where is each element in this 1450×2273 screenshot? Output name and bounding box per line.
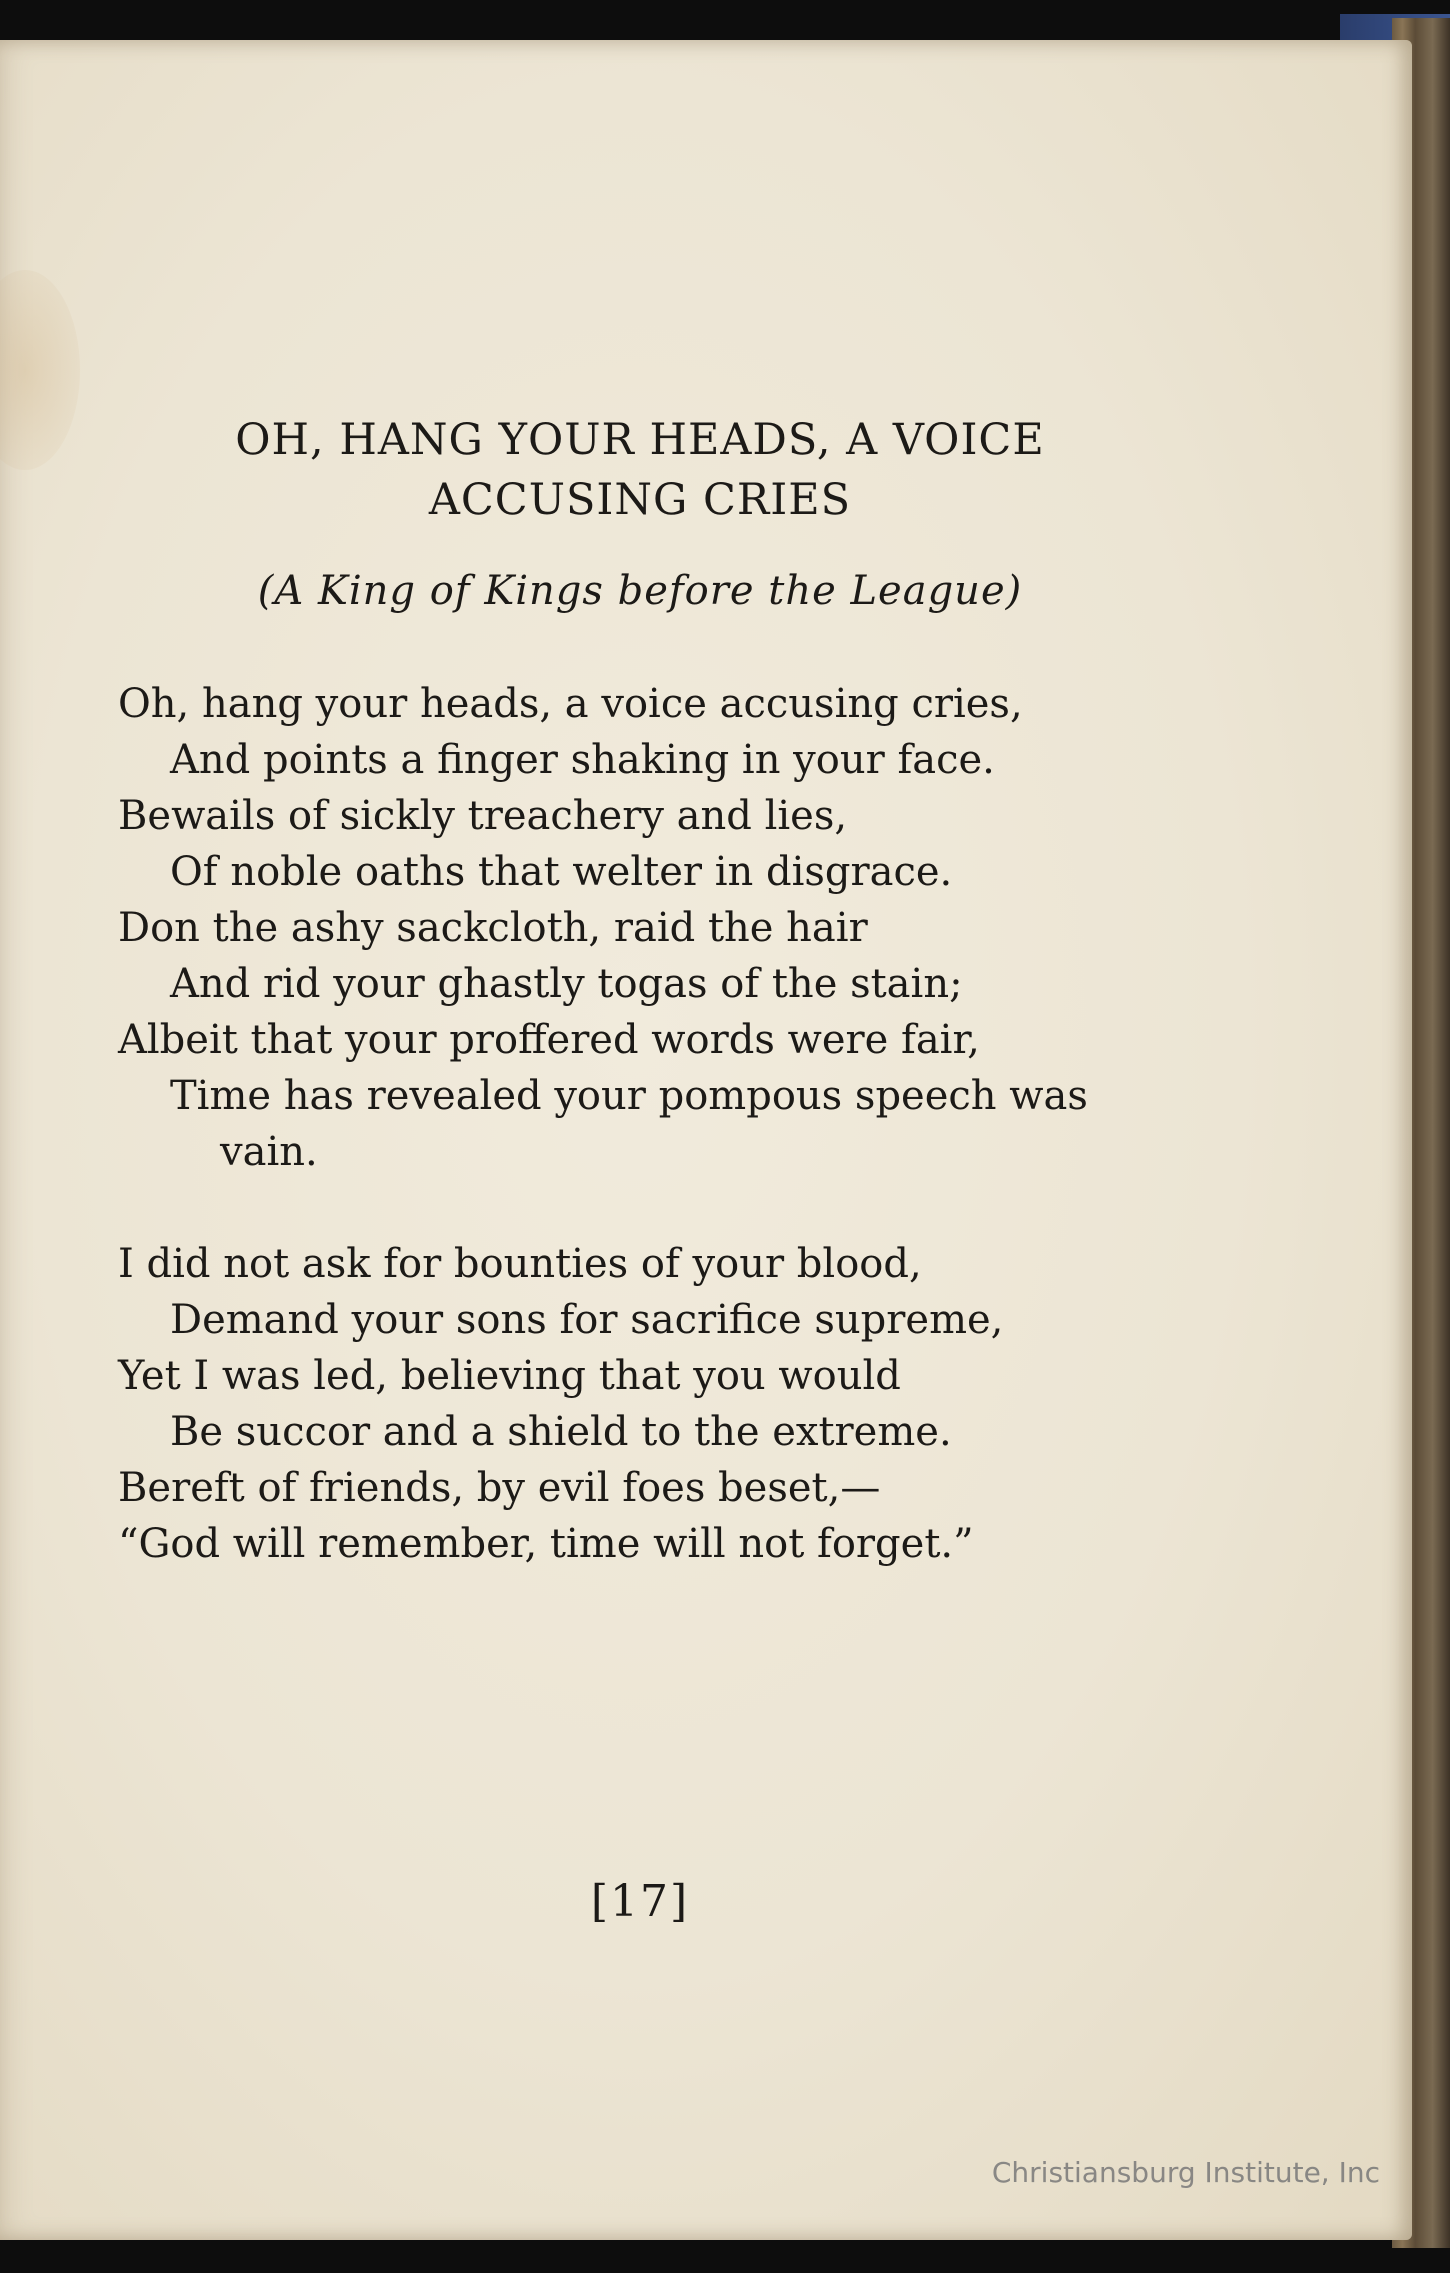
poem-title	[120, 410, 1160, 530]
poem-line: Be succor and a shield to the extreme.	[170, 1409, 952, 1455]
poem-line: “God will remember, time will not forget.”	[118, 1521, 974, 1567]
poem-line: Demand your sons for sacrifice supreme,	[170, 1297, 1004, 1343]
title-line: ACCUSING CRIES	[428, 475, 852, 525]
poem-line: Albeit that your proffered words were fair,	[118, 1017, 980, 1063]
poem-line: Don the ashy sackcloth, raid the hair	[118, 905, 868, 951]
watermark: Christiansburg Institute, Inc	[991, 2156, 1380, 2189]
poem-line: And points a finger shaking in your face.	[170, 737, 995, 783]
poem-line: Oh, hang your heads, a voice accusing cries,	[118, 681, 1023, 727]
stanza-1	[118, 676, 1198, 1180]
poem-line: Bereft of friends, by evil foes beset,—	[118, 1465, 881, 1511]
poem-line: Of noble oaths that welter in disgrace.	[170, 849, 953, 895]
title-line: OH, HANG YOUR HEADS, A VOICE	[235, 415, 1045, 465]
poem-line: vain.	[220, 1129, 318, 1175]
stanza-2	[118, 1236, 1198, 1572]
poem-line: Bewails of sickly treachery and lies,	[118, 793, 848, 839]
page-number: [17]	[590, 1876, 690, 1927]
poem-line: Yet I was led, believing that you would	[118, 1353, 901, 1399]
poem-line: Time has revealed your pompous speech was	[170, 1073, 1088, 1119]
poem-line: I did not ask for bounties of your blood,	[118, 1241, 922, 1287]
paper-stain	[0, 270, 80, 470]
poem-line: And rid your ghastly togas of the stain;	[170, 961, 963, 1007]
poem-subtitle: (A King of Kings before the League)	[257, 568, 1023, 614]
